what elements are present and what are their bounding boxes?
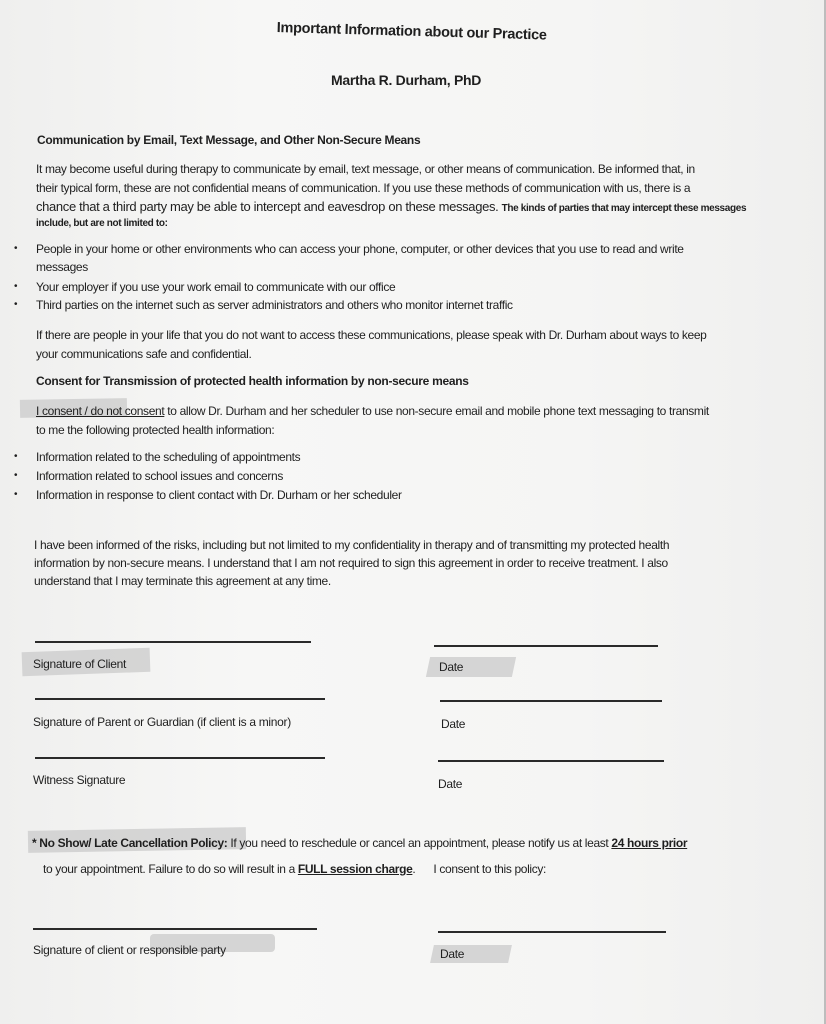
policy-line [32,834,812,853]
list-item-text: Information related to the scheduling of appointments [36,450,301,464]
bullet-icon: • [14,243,18,254]
privacy-advice-paragraph [36,326,796,364]
guardian-signature-line[interactable] [35,698,325,700]
client-date-label: Date [439,660,464,674]
policy-notice-period: 24 hours prior [611,836,688,850]
policy-signature-label: Signature of client or responsible party [33,943,226,957]
policy-text: If you need to reschedule or cancel an appointment, please notify us at least [227,836,612,850]
list-item-text: Information related to school issues and concerns [36,469,283,483]
document-title: Important Information about our Practice [276,20,547,44]
witness-date-line[interactable] [438,760,664,762]
bullet-icon: • [14,299,18,310]
policy-signature-line[interactable] [33,928,317,930]
paragraph-line: to me the following protected health information: [36,423,275,437]
witness-date-label: Date [438,777,463,791]
paragraph-line: It may become useful during therapy to communicate by email, text message, or other means of communication. Be informed that, in [36,162,695,176]
list-item-text [36,240,776,276]
paragraph-line: understand that I may terminate this agreement at any time. [34,574,331,588]
policy-consent-text: I consent to this policy: [433,862,547,876]
consent-choice[interactable]: I consent / do not consent [36,404,165,418]
bullet-icon: • [14,451,18,462]
guardian-date-line[interactable] [440,700,662,702]
guardian-date-label: Date [441,717,466,731]
bullet-icon: • [14,281,18,292]
list-item-line: People in your home or other environments who can access your phone, computer, or other devices that you use to read and write [36,242,684,256]
paragraph-line-text: chance that a third party may be able to intercept and eavesdrop on these messages. [36,199,499,214]
paragraph-line: your communications safe and confidential. [36,347,252,361]
policy-prefix: * No Show/ Late Cancellation Policy: [32,836,228,850]
bullet-icon: • [14,470,18,481]
paragraph-line: I have been informed of the risks, including but not limited to my confidentiality in therapy and of transmitting my protected health [34,538,670,552]
paragraph-small-text: The kinds of parties that may intercept these messages [501,203,747,214]
paragraph-line: their typical form, these are not confidential means of communication. If you use these methods of communication with us, there is a [36,181,691,195]
paragraph-line [36,402,796,421]
witness-signature-label: Witness Signature [33,773,126,787]
policy-charge: FULL session charge [297,862,413,876]
section-heading-communication: Communication by Email, Text Message, and Other Non-Secure Means [37,133,421,147]
list-item-text: Third parties on the internet such as server administrators and others who monitor internet traffic [36,298,513,312]
paragraph-line: If there are people in your life that you do not want to access these communications, please speak with Dr. Durham about ways to keep [36,328,707,342]
list-item-line: messages [36,260,88,274]
client-signature-line[interactable] [35,641,311,643]
policy-date-label: Date [440,947,465,961]
witness-signature-line[interactable] [35,757,325,759]
paragraph-line [36,198,796,218]
policy-date-line[interactable] [438,931,666,933]
consent-paragraph [36,402,796,440]
acknowledgement-paragraph [34,536,794,590]
policy-period: . [412,862,416,876]
list-item-text: Information in response to client contact with Dr. Durham or her scheduler [36,488,402,502]
cancellation-policy [32,834,812,853]
section-heading-consent: Consent for Transmission of protected health information by non-secure means [36,374,469,388]
paragraph-line: include, but are not limited to: [36,218,168,229]
cancellation-policy-continued [43,860,823,879]
paragraph-line-text: to allow Dr. Durham and her scheduler to use non-secure email and mobile phone text messaging to transmit [164,404,709,418]
communication-paragraph [36,160,796,230]
list-item-text: Your employer if you use your work email to communicate with our office [36,280,396,294]
document-author: Martha R. Durham, PhD [331,72,482,88]
client-signature-label: Signature of Client [33,657,127,671]
guardian-signature-label: Signature of Parent or Guardian (if client is a minor) [33,715,291,729]
bullet-icon: • [14,489,18,500]
policy-text: to your appointment. Failure to do so will result in a [43,862,298,876]
client-date-line[interactable] [434,645,658,647]
paragraph-line: information by non-secure means. I understand that I am not required to sign this agreement in order to receive treatment. I also [34,556,668,570]
